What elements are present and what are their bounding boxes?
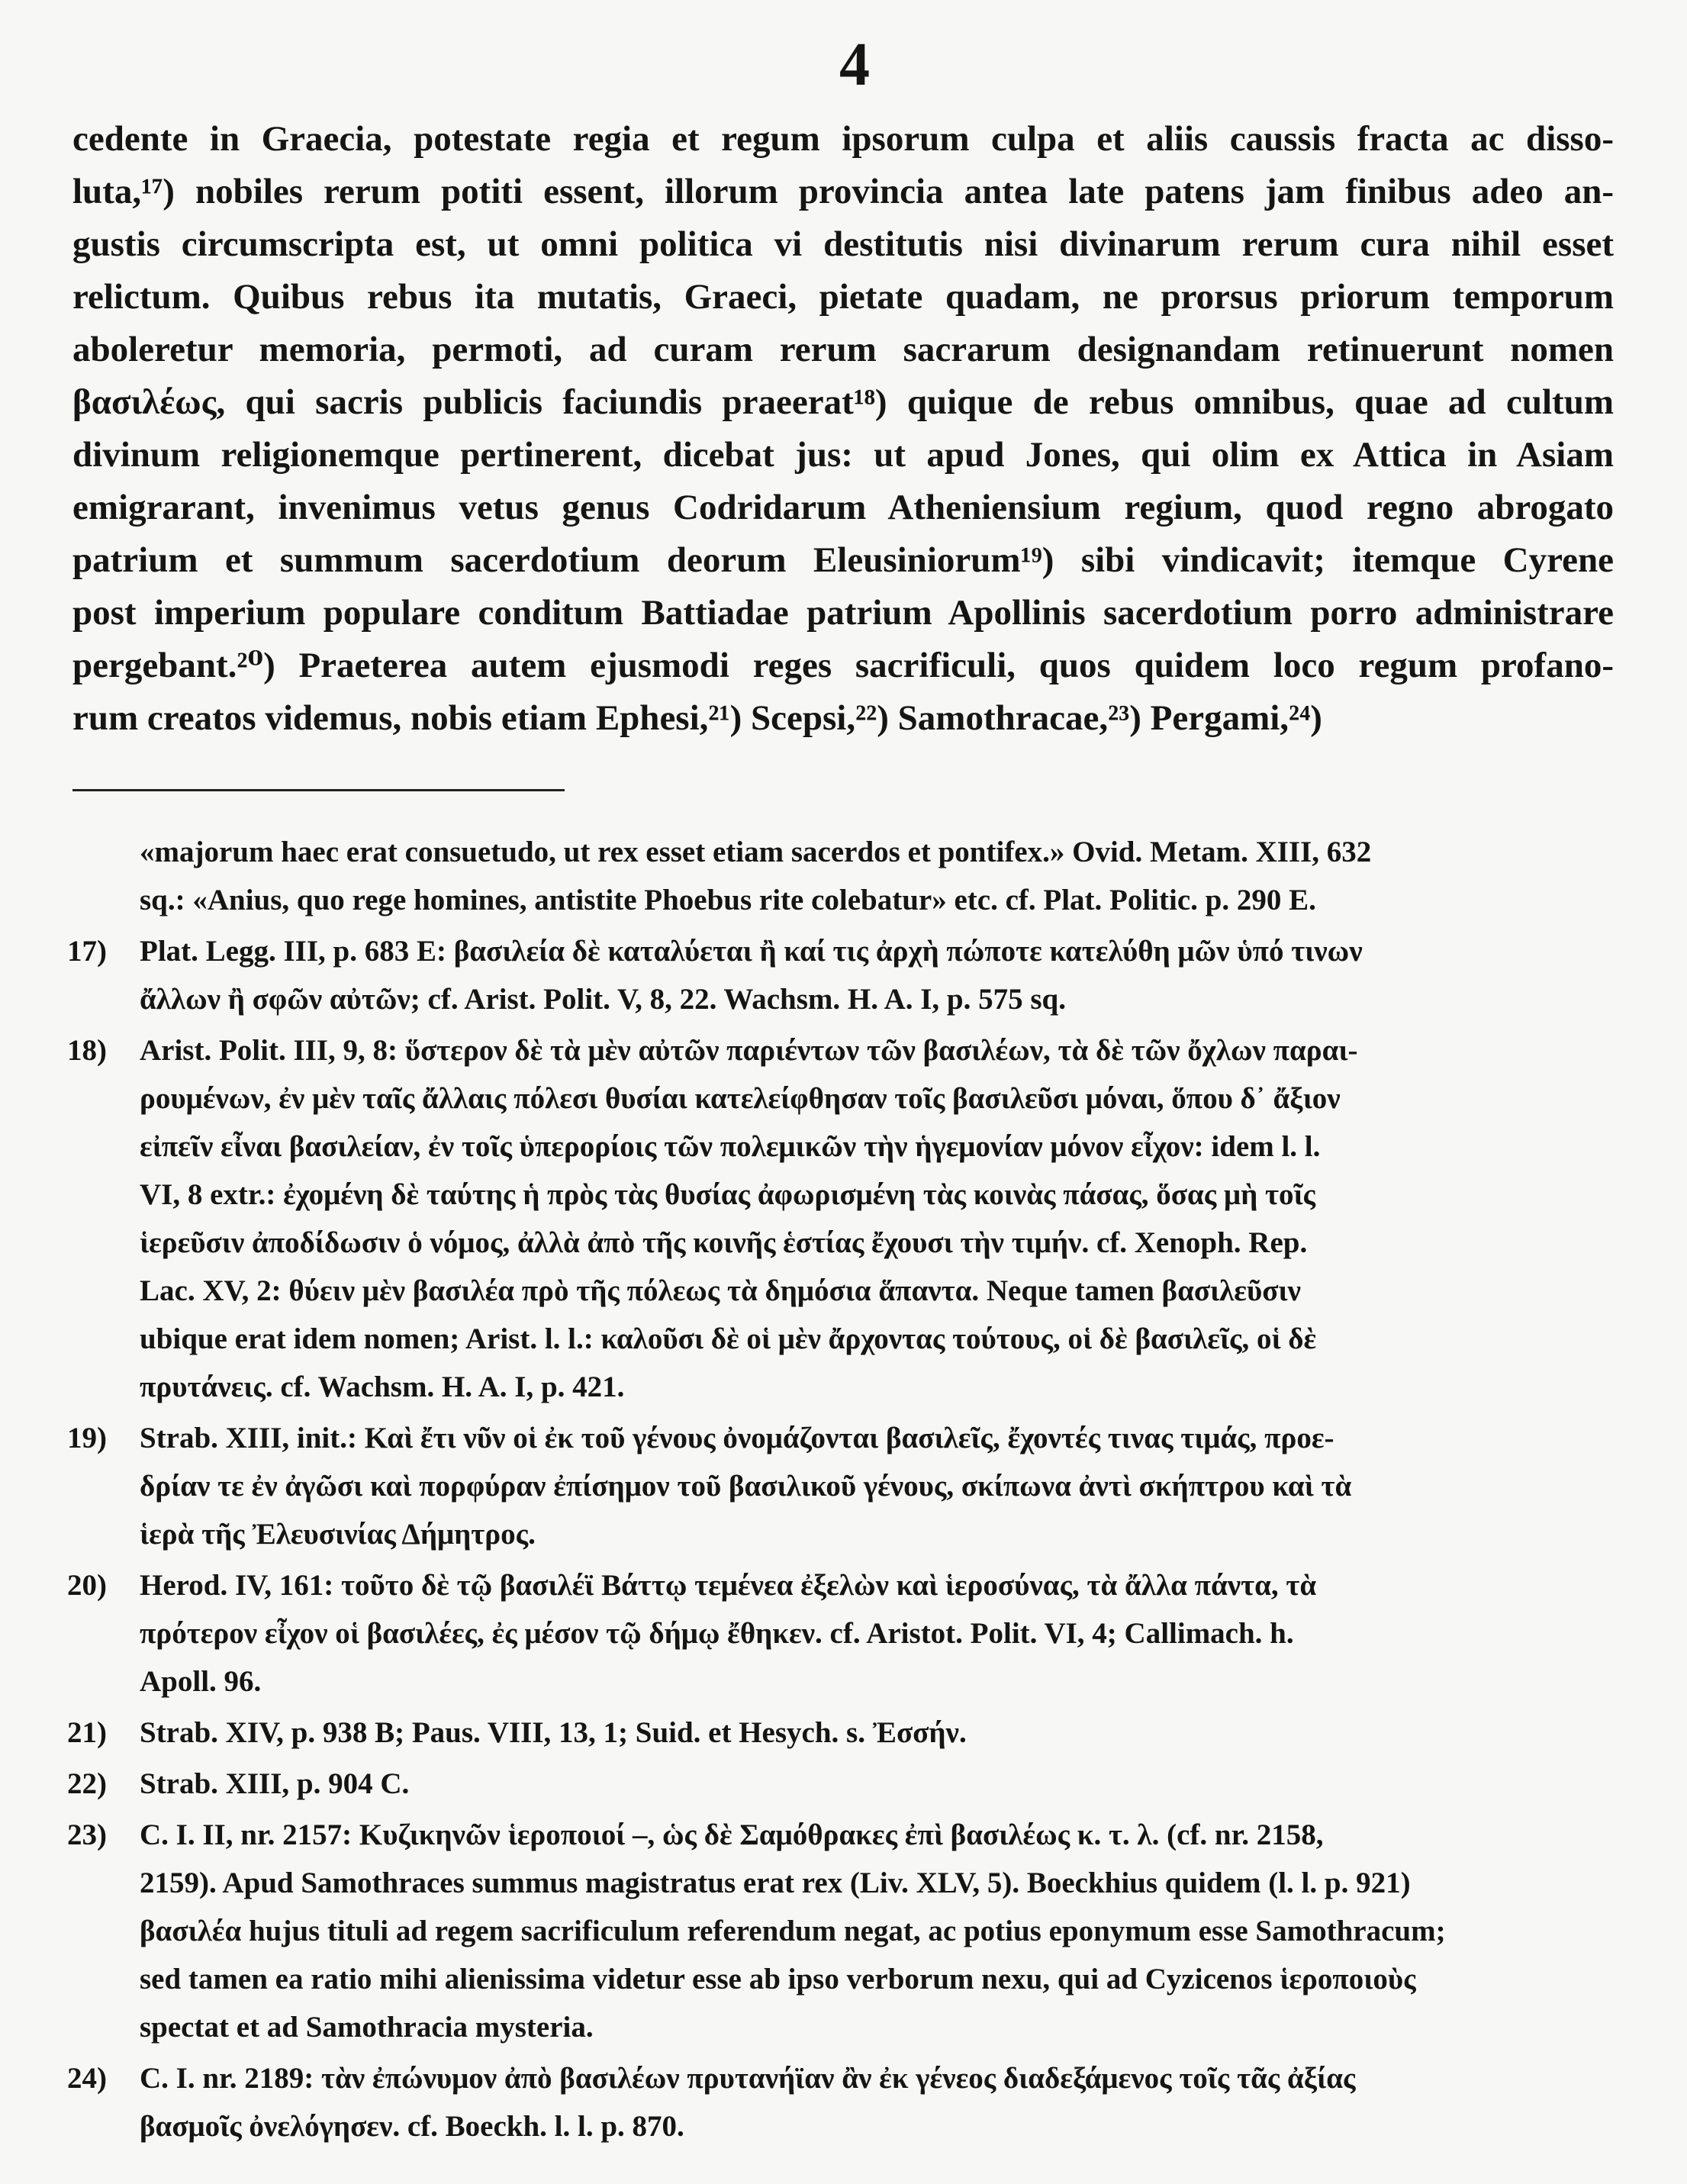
body-line: pergebant.²⁰) Praeterea autem ejusmodi reges sacrificuli, quos quidem loco regum profano- — [72, 646, 1614, 685]
body-line: relictum. Quibus rebus ita mutatis, Graeci, pietate quadam, ne prorsus priorum temporum — [72, 277, 1614, 317]
footnote-22 — [67, 1760, 1616, 1808]
body-line: divinum religionemque pertinerent, dicebat jus: ut apud Jones, qui olim ex Attica in Asiam — [72, 435, 1614, 475]
footnote-line: ἱερεῦσιν ἀποδίδωσιν ὁ νόμος, ἀλλὰ ἀπὸ τῆς κοινῆς ἑστίας ἔχουσι τὴν τιμήν. cf. Xenoph. Rep. — [140, 1226, 1308, 1259]
footnote-line: Strab. XIII, init.: Καὶ ἔτι νῦν οἱ ἐκ τοῦ γένους ὀνομάζονται βασιλεῖς, ἔχοντές τινας τιμάς, προε- — [140, 1422, 1334, 1454]
footnote-19 — [67, 1414, 1616, 1558]
footnote-line: C. I. II, nr. 2157: Κυζικηνῶν ἱεροποιοί –, ὡς δὲ Σαμόθρακες ἐπὶ βασιλέως κ. τ. λ. (cf. nr. 2158, — [140, 1818, 1324, 1851]
footnote-18 — [67, 1026, 1616, 1411]
footnote-line: Herod. IV, 161: τοῦτο δὲ τῷ βασιλέϊ Βάττῳ τεμένεα ἐξελὼν καὶ ἱεροσύνας, τὰ ἄλλα πάντα, τὰ — [140, 1569, 1317, 1602]
footnote-line: C. I. nr. 2189: τὰν ἐπώνυμον ἀπὸ βασιλέων πρυτανήϊαν ἂν ἐκ γένεος διαδεξάμενος τοῖς τᾶς ἀξίας — [140, 2062, 1356, 2095]
footnote-23 — [67, 1811, 1616, 2051]
footnote-line: Arist. Polit. III, 9, 8: ὕστερον δὲ τὰ μὲν αὐτῶν παριέντων τῶν βασιλέων, τὰ δὲ τῶν ὄχλων παραι- — [140, 1034, 1358, 1067]
page-number: 4 — [839, 31, 870, 98]
footnote-line: πρυτάνεις. cf. Wachsm. H. A. I, p. 421. — [140, 1371, 625, 1403]
body-line: emigrarant, invenimus vetus genus Codridarum Atheniensium regium, quod regno abrogato — [72, 488, 1614, 527]
footnote-number: 23) — [67, 1818, 107, 1851]
body-line: patrium et summum sacerdotium deorum Eleusiniorum¹⁹) sibi vindicavit; itemque Cyrene — [72, 540, 1614, 580]
footnote-divider — [72, 789, 565, 791]
footnote-continuation — [67, 828, 1616, 924]
footnote-line: VI, 8 extr.: ἐχομένη δὲ ταύτης ἡ πρὸς τὰς θυσίας ἀφωρισμένη τὰς κοινὰς πάσας, ὅσας μὴ τοῖς — [140, 1178, 1315, 1211]
footnote-24 — [67, 2054, 1616, 2150]
body-line: aboleretur memoria, permoti, ad curam rerum sacrarum designandam retinuerunt nomen — [72, 330, 1614, 369]
body-line: gustis circumscripta est, ut omni politica vi destitutis nisi divinarum rerum cura nihil esset — [72, 224, 1614, 264]
body-line: luta,¹⁷) nobiles rerum potiti essent, illorum provincia antea late patens jam finibus adeo an- — [72, 172, 1614, 211]
footnote-line: ἄλλων ἢ σφῶν αὐτῶν; cf. Arist. Polit. V, 8, 22. Wachsm. H. A. I, p. 575 sq. — [140, 983, 1066, 1016]
footnote-line: εἰπεῖν εἶναι βασιλείαν, ἐν τοῖς ὑπερορίοις τῶν πολεμικῶν τὴν ἡγεμονίαν μόνον εἶχον: idem l. l. — [140, 1130, 1321, 1163]
footnote-line: sed tamen ea ratio mihi alienissima videtur esse ab ipso verborum nexu, qui ad Cyzicenos ἱεροποιοὺς — [140, 1963, 1416, 1996]
footnote-line: δρίαν τε ἐν ἀγῶσι καὶ πορφύραν ἐπίσημον τοῦ βασιλικοῦ γένους, σκίπωνα ἀντὶ σκήπτρου καὶ τὰ — [140, 1470, 1352, 1503]
body-line: post imperium populare conditum Battiadae patrium Apollinis sacerdotium porro administrare — [72, 593, 1614, 633]
footnote-line: sq.: «Anius, quo rege homines, antistite Phoebus rite colebatur» etc. cf. Plat. Politic. p. 290 E. — [140, 884, 1316, 916]
footnote-number: 17) — [67, 935, 107, 968]
footnote-line: ρουμένων, ἐν μὲν ταῖς ἄλλαις πόλεσι θυσίαι κατελείφθησαν τοῖς βασιλεῦσι μόναι, ὅπου δ᾽ ἄξιον — [140, 1082, 1341, 1115]
footnote-21 — [67, 1709, 1616, 1757]
footnote-17 — [67, 927, 1616, 1023]
footnote-line: Strab. XIII, p. 904 C. — [140, 1767, 410, 1800]
body-line: rum creatos videmus, nobis etiam Ephesi,²¹) Scepsi,²²) Samothracae,²³) Pergami,²⁴) — [72, 698, 1322, 738]
footnotes — [67, 828, 1616, 2153]
main-text — [72, 113, 1614, 745]
footnote-line: βασμοῖς ὀνελόγησεν. cf. Boeckh. l. l. p. 870. — [140, 2110, 684, 2143]
footnote-number: 24) — [67, 2062, 107, 2095]
footnote-line: Strab. XIV, p. 938 B; Paus. VIII, 13, 1; Suid. et Hesych. s. Ἐσσήν. — [140, 1716, 967, 1749]
footnote-line: ubique erat idem nomen; Arist. l. l.: καλοῦσι δὲ οἱ μὲν ἄρχοντας τούτους, οἱ δὲ βασιλεῖς, οἱ δὲ — [140, 1322, 1317, 1355]
footnote-number: 22) — [67, 1767, 107, 1800]
footnote-number: 20) — [67, 1569, 107, 1602]
footnote-line: Plat. Legg. III, p. 683 E: βασιλεία δὲ καταλύεται ἢ καί τις ἀρχὴ πώποτε κατελύθη μῶν ὑπό τινων — [140, 935, 1363, 968]
footnote-line: Lac. XV, 2: θύειν μὲν βασιλέα πρὸ τῆς πόλεως τὰ δημόσια ἅπαντα. Neque tamen βασιλεῦσιν — [140, 1274, 1301, 1307]
footnote-line: πρότερον εἶχον οἱ βασιλέες, ἐς μέσον τῷ δήμῳ ἔθηκεν. cf. Aristot. Polit. VI, 4; Callimach. h. — [140, 1617, 1294, 1650]
footnote-number: 19) — [67, 1422, 107, 1454]
body-line: cedente in Graecia, potestate regia et regum ipsorum culpa et aliis caussis fracta ac disso- — [72, 119, 1614, 159]
footnote-line: spectat et ad Samothracia mysteria. — [140, 2011, 594, 2044]
footnote-line: 2159). Apud Samothraces summus magistratus erat rex (Liv. XLV, 5). Boeckhius quidem (l. l. p. 921) — [140, 1867, 1411, 1899]
footnote-line: «majorum haec erat consuetudo, ut rex esset etiam sacerdos et pontifex.» Ovid. Metam. XIII, 632 — [140, 836, 1372, 868]
body-line: βασιλέως, qui sacris publicis faciundis praeerat¹⁸) quique de rebus omnibus, quae ad cultum — [72, 382, 1614, 422]
footnote-line: Apoll. 96. — [140, 1665, 262, 1698]
footnote-number: 18) — [67, 1034, 107, 1067]
footnote-line: ἱερὰ τῆς Ἐλευσινίας Δήμητρος. — [140, 1518, 536, 1551]
footnote-line: βασιλέα hujus tituli ad regem sacrificulum referendum negat, ac potius eponymum esse Samothracum; — [140, 1915, 1446, 1947]
footnote-number: 21) — [67, 1716, 107, 1749]
footnote-20 — [67, 1561, 1616, 1706]
